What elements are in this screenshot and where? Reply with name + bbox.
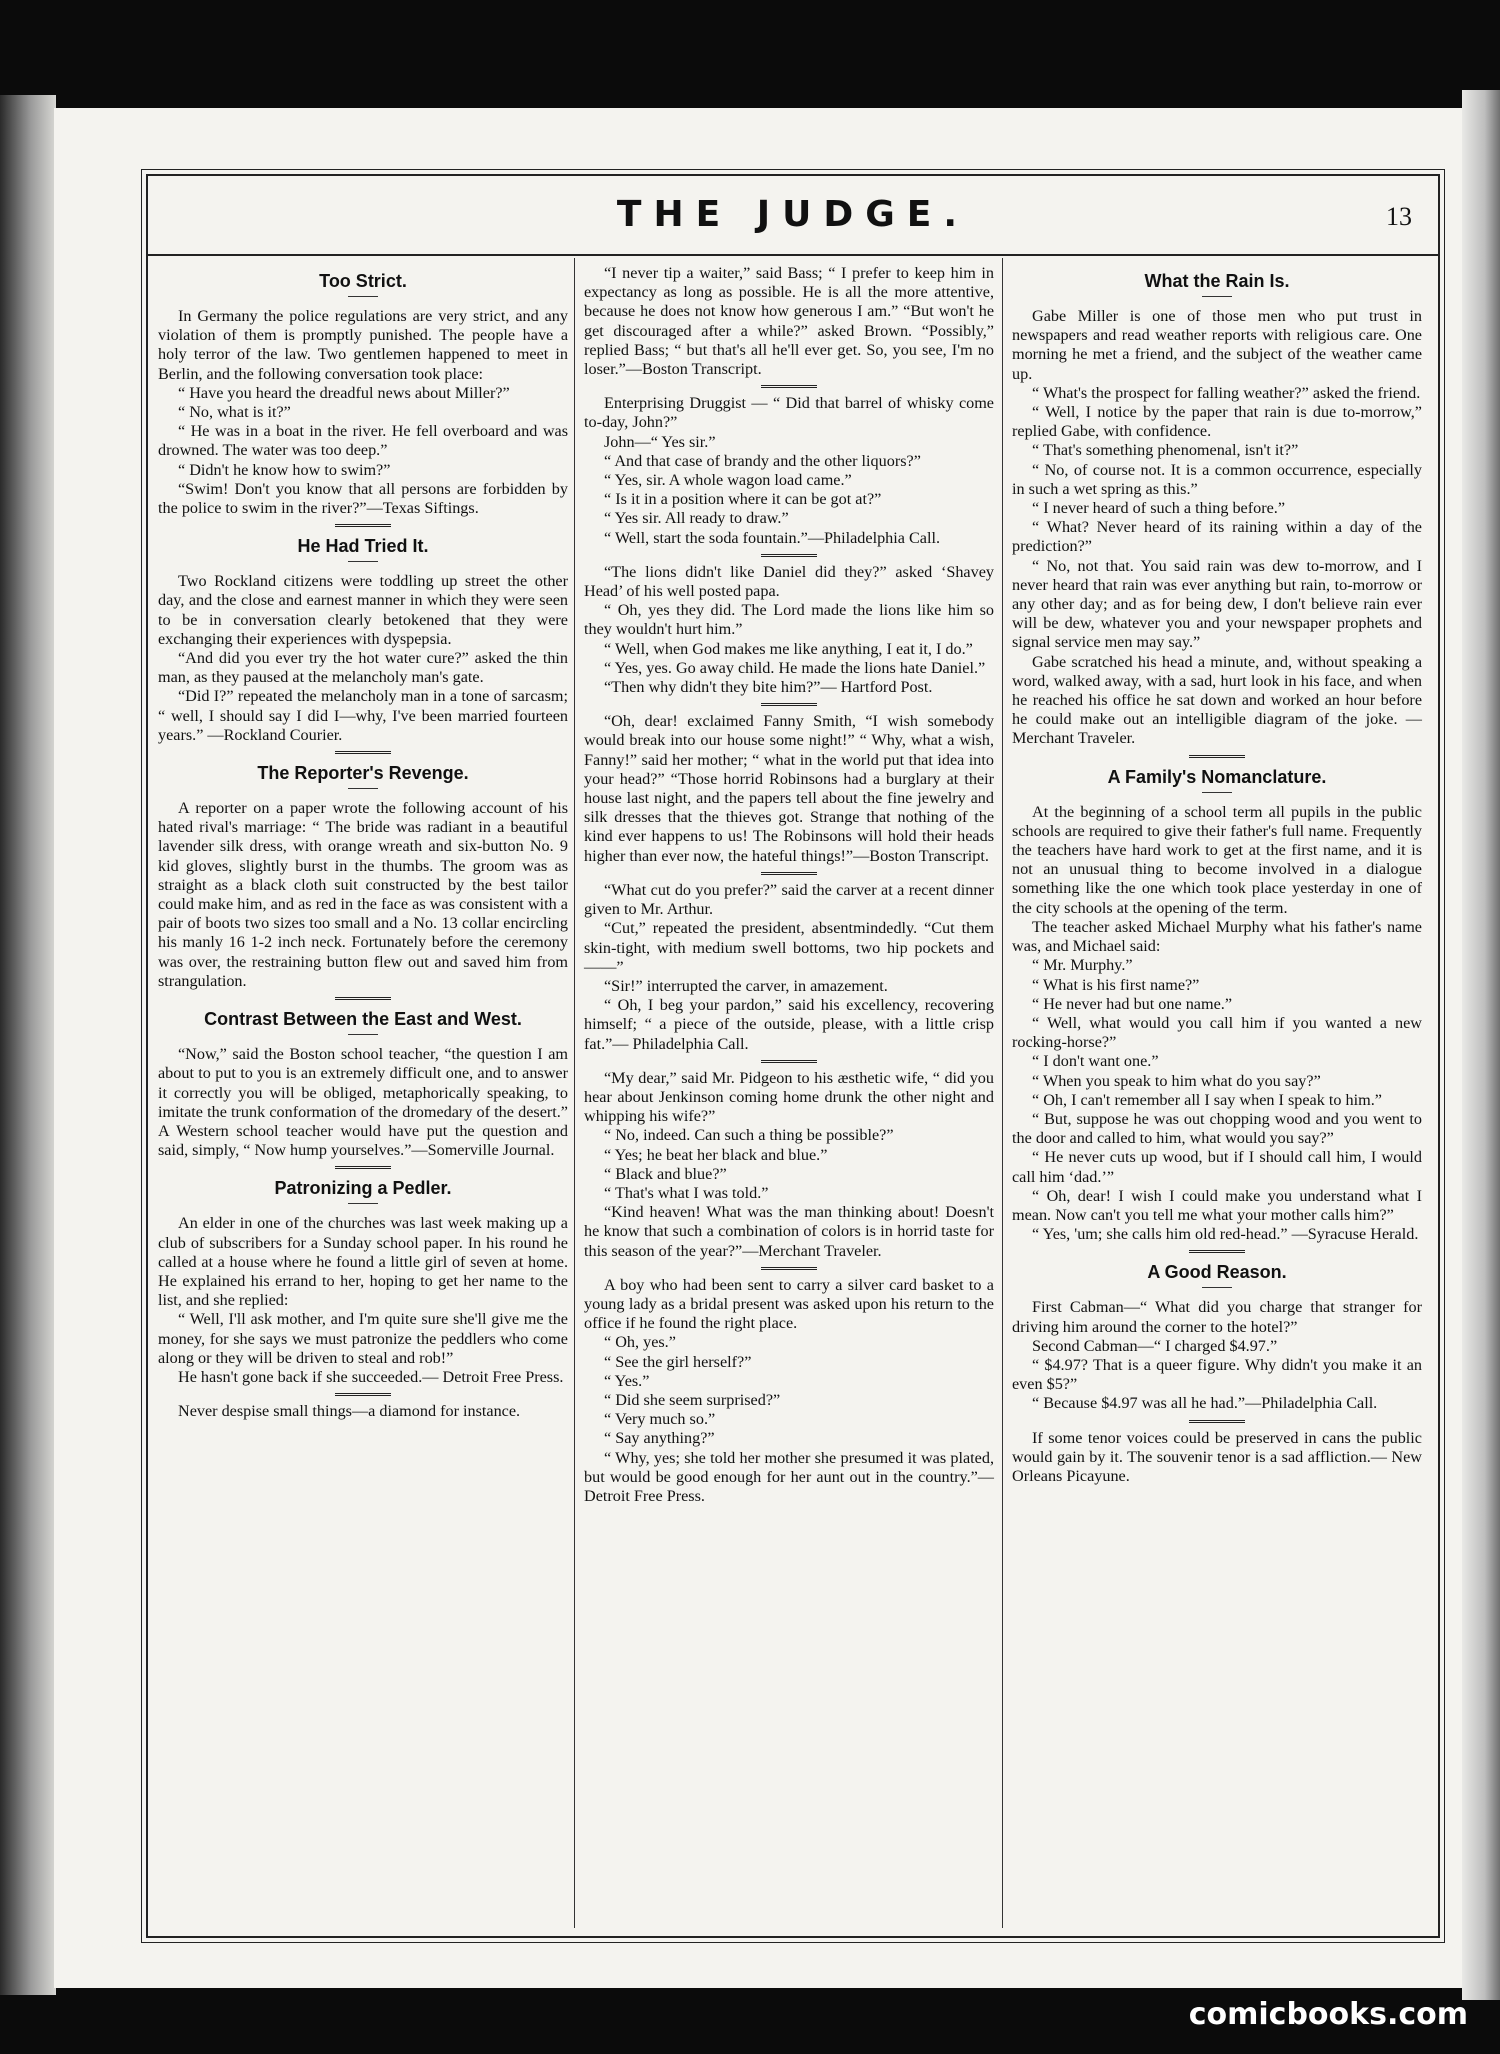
paragraph: “ Is it in a position where it can be got at?” xyxy=(604,490,882,509)
paragraph: “ Yes.” xyxy=(604,1371,650,1390)
paragraph: “Then why didn't they bite him?”— Hartford Post. xyxy=(604,678,933,697)
paragraph: “ See the girl herself?” xyxy=(604,1352,752,1371)
section-rule xyxy=(761,554,817,559)
paragraph: “ Didn't he know how to swim?” xyxy=(178,460,391,479)
article-title: What the Rain Is. xyxy=(1144,271,1290,291)
paragraph: “ $4.97? That is a queer figure. Why didn't you make it an even $5?” xyxy=(1012,1355,1422,1394)
section-rule xyxy=(335,751,391,756)
paragraph: “ When you speak to him what do you say?” xyxy=(1032,1071,1321,1090)
paragraph: “Cut,” repeated the president, absentmindedly. “Cut them skin-tight, with medium swell bottoms, two hip pockets and——” xyxy=(584,919,994,976)
paragraph: “ That's something phenomenal, isn't it?” xyxy=(1032,441,1299,460)
paragraph: “Kind heaven! What was the man thinking about! Doesn't he know that such a combination of colors is in horrid taste for this season of the year?”—Merchant Traveler. xyxy=(584,1203,994,1260)
paragraph: “I never tip a waiter,” said Bass; “ I prefer to keep him in expectancy as long as possible. He is all the more attentive, because he does not know how generous I am.” “But won't he get discouraged after a while?” asked Brown. “Possibly,” replied Bass; “ but that's all he'll ever get. So, you see, I'm no loser.”—Boston Transcript. xyxy=(584,264,994,379)
paragraph: John—“ Yes sir.” xyxy=(604,432,716,451)
paragraph: “ Oh, I beg your pardon,” said his excellency, recovering himself; “ a piece of the outside, please, with a little crisp fat.”— Philadelphia Call. xyxy=(584,996,994,1053)
paragraph: Two Rockland citizens were toddling up street the other day, and the close and earnest manner in which they were seen to be in conversation clearly betokened that they were exchanging their experiences with dyspepsia. xyxy=(158,572,568,648)
paragraph: “Oh, dear! exclaimed Fanny Smith, “I wish somebody would break into our house some night!” “ Why, what a wish, Fanny!” said her mother; “ what in the world put that idea into your head?” “Those horrid Robinsons had a burglary at their house last night, and the papers tell about the fine jewelry and silk dresses that the thieves got. Strange that nothing of the kind ever happens to us! The Robinsons will hold their heads higher than ever now, the hateful things!”—Boston Transcript. xyxy=(584,712,994,865)
paragraph: “ Because $4.97 was all he had.”—Philadelphia Call. xyxy=(1032,1394,1378,1413)
paragraph: “ What's the prospect for falling weather?” asked the friend. xyxy=(1032,383,1421,402)
paragraph: If some tenor voices could be preserved in cans the public would gain by it. The souvenir tenor is a sad affliction.— New Orleans Picayune. xyxy=(1012,1428,1422,1485)
paragraph: “ Black and blue?” xyxy=(604,1164,727,1183)
masthead-rule xyxy=(148,254,1438,256)
paragraph: “ Well, I'll ask mother, and I'm quite sure she'll give me the money, for she says we must patronize the peddlers who come along or they will be driven to steal and rob!” xyxy=(158,1310,568,1367)
article-title: A Family's Nomanclature. xyxy=(1107,766,1327,787)
paragraph: In Germany the police regulations are very strict, and any violation of them is promptly punished. The people have a holy terror of the law. Two gentlemen happened to meet in Berlin, and the following conversation took place: xyxy=(158,307,568,383)
paragraph: “What cut do you prefer?” said the carver at a recent dinner given to Mr. Arthur. xyxy=(584,880,994,919)
title-rule xyxy=(1202,1287,1232,1288)
paragraph: “ Well, what would you call him if you wanted a new rocking-horse?” xyxy=(1012,1013,1422,1052)
title-rule xyxy=(348,561,378,562)
paragraph: “ Say anything?” xyxy=(604,1429,715,1448)
article-title: He Had Tried It. xyxy=(297,536,429,557)
paragraph: “ What? Never heard of its raining within a day of the prediction?” xyxy=(1012,518,1422,556)
paragraph: “ Did she seem surprised?” xyxy=(604,1390,781,1409)
paragraph: “ Yes, yes. Go away child. He made the lions hate Daniel.” xyxy=(604,658,986,677)
paragraph: “ Yes; he beat her black and blue.” xyxy=(604,1145,828,1164)
paragraph: Gabe scratched his head a minute, and, without speaking a word, walked away, with a sad, hurt look in his face, and when he reached his office he sat down and worked an hour before he could make out an intelligible diagram of the joke. — Merchant Traveler. xyxy=(1012,652,1422,748)
paragraph: “Did I?” repeated the melancholy man in a tone of sarcasm; “ well, I should say I did I—why, I've been married fourteen years.” —Rockland Courier. xyxy=(158,687,568,744)
section-rule xyxy=(1189,1420,1245,1425)
paragraph: “ I don't want one.” xyxy=(1032,1052,1159,1071)
title-rule xyxy=(1202,296,1232,297)
paragraph: “ Yes sir. All ready to draw.” xyxy=(604,509,789,528)
paragraph: “ I never heard of such a thing before.” xyxy=(1032,499,1286,518)
section-rule xyxy=(335,997,391,1002)
article-title: The Reporter's Revenge. xyxy=(257,763,469,784)
section-rule xyxy=(761,1267,817,1272)
paragraph: An elder in one of the churches was last week making up a club of subscribers for a Sunday school paper. In his round he called at a house where he found a little girl of seven at home. He explained his errand to her, hoping to get her name to the list, and she replied: xyxy=(158,1214,568,1310)
paragraph: “ But, suppose he was out chopping wood and you went to the door and called to him, what would you say?” xyxy=(1012,1109,1422,1148)
title-rule xyxy=(348,1203,378,1204)
column-3 xyxy=(1012,264,1422,1486)
paragraph: “Swim! Don't you know that all persons are forbidden by the police to swim in the river?”—Texas Siftings. xyxy=(158,479,568,518)
masthead: THE JUDGE. xyxy=(616,194,970,235)
paragraph: “ Very much so.” xyxy=(604,1410,716,1429)
column-divider xyxy=(1002,258,1003,1928)
paragraph: “ What is his first name?” xyxy=(1032,975,1200,994)
paragraph: “And did you ever try the hot water cure?” asked the thin man, as they paused at the melancholy man's gate. xyxy=(158,649,568,687)
watermark-logo: comicbooks.com xyxy=(1188,1997,1468,2032)
column-1 xyxy=(158,264,568,1421)
paragraph: A reporter on a paper wrote the following account of his hated rival's marriage: “ The bride was radiant in a beautiful lavender silk dress, with orange wreath and six-button No. 9 kid gloves, slightly burst in the thumbs. The groom was as straight as a black cloth suit constructed by the best tailor could make him, and as red in the face as was consistent with a pair of boots two sizes too small and a No. 13 collar encircling his manly 16 1-2 inch neck. Fortunately before the ceremony was over, the restraining button flew out and saved him from strangulation. xyxy=(158,799,568,990)
paragraph: “ Well, start the soda fountain.”—Philadelphia Call. xyxy=(604,528,941,547)
title-rule xyxy=(1202,792,1232,793)
paragraph: “ Yes, 'um; she calls him old red-head.” —Syracuse Herald. xyxy=(1032,1225,1419,1244)
paragraph: “The lions didn't like Daniel did they?” asked ‘Shavey Head’ of his well posted papa. xyxy=(584,562,994,601)
article-title: A Good Reason. xyxy=(1147,1262,1287,1283)
paragraph: At the beginning of a school term all pupils in the public schools are required to give their father's full name. Frequently the teachers have hard work to get at the first name, and it is not an unusual thing to become involved in a dialogue something like the one which took place yesterday in one of the city schools at the opening of the term. xyxy=(1012,802,1422,917)
page-border xyxy=(146,174,1440,1938)
paragraph: “ He was in a boat in the river. He fell overboard and was drowned. The water was too deep.” xyxy=(158,422,568,460)
paragraph: First Cabman—“ What did you charge that stranger for driving him around the corner to the hotel?” xyxy=(1012,1298,1422,1336)
article-title: Too Strict. xyxy=(319,271,407,291)
section-rule xyxy=(1189,1250,1245,1255)
title-rule xyxy=(348,296,378,297)
paragraph: “ No, what is it?” xyxy=(178,403,291,422)
paragraph: “ That's what I was told.” xyxy=(604,1183,769,1202)
section-rule xyxy=(761,872,817,877)
paragraph: “ Yes, sir. A whole wagon load came.” xyxy=(604,471,852,490)
paragraph: “ Oh, yes.” xyxy=(604,1333,676,1352)
paragraph: He hasn't gone back if she succeeded.— Detroit Free Press. xyxy=(178,1367,564,1386)
paragraph: “ Oh, dear! I wish I could make you understand what I mean. Now can't you tell me what your mother calls him?” xyxy=(1012,1186,1422,1224)
paragraph: “ Oh, I can't remember all I say when I speak to him.” xyxy=(1032,1090,1382,1109)
section-rule xyxy=(335,1393,391,1398)
page-edge-shadow xyxy=(1462,90,1500,2000)
paragraph: “ He never had but one name.” xyxy=(1032,994,1233,1013)
column-divider xyxy=(574,258,575,1928)
paragraph: “ And that case of brandy and the other liquors?” xyxy=(604,451,921,470)
paragraph: Gabe Miller is one of those men who put trust in newspapers and read weather reports with religious care. One morning he met a friend, and the subject of the weather came up. xyxy=(1012,307,1422,383)
page-number: 13 xyxy=(1386,202,1412,231)
paragraph: “ Oh, yes they did. The Lord made the lions like him so they wouldn't hurt him.” xyxy=(584,601,994,639)
paragraph: “ No, of course not. It is a common occurrence, especially in such a wet spring as this.” xyxy=(1012,460,1422,498)
title-rule xyxy=(348,1034,378,1035)
article-title: Patronizing a Pedler. xyxy=(274,1178,452,1199)
paragraph: “ Mr. Murphy.” xyxy=(1032,956,1133,975)
paragraph: “ Well, I notice by the paper that rain is due to-morrow,” replied Gabe, with confidence. xyxy=(1012,403,1422,441)
section-rule xyxy=(335,1166,391,1171)
column-2 xyxy=(584,264,994,1506)
paragraph: “ Why, yes; she told her mother she presumed it was plated, but would be good enough for her aunt out in the country.”— Detroit Free Press. xyxy=(584,1448,994,1505)
paragraph: “ Have you heard the dreadful news about Miller?” xyxy=(178,383,510,402)
paragraph: “ Well, when God makes me like anything, I eat it, I do.” xyxy=(604,639,973,658)
paragraph: “My dear,” said Mr. Pidgeon to his æsthetic wife, “ did you hear about Jenkinson coming home drunk the other night and whipping his wife?” xyxy=(584,1068,994,1126)
paragraph: “Now,” said the Boston school teacher, “the question I am about to put to you is an extremely difficult one, and to answer it correctly you will be obliged, metaphorically speaking, to imitate the trunk conformation of the dromedary of the desert.” A Western school teacher would have put the question and said, simply, “ Now hump yourselves.”—Somerville Journal. xyxy=(158,1045,568,1160)
section-rule xyxy=(335,524,391,529)
paragraph: “ No, indeed. Can such a thing be possible?” xyxy=(604,1126,894,1145)
section-rule xyxy=(761,1060,817,1065)
book-spine-shadow xyxy=(0,95,56,1995)
paragraph: Never despise small things—a diamond for instance. xyxy=(178,1402,521,1421)
section-rule xyxy=(761,703,817,708)
paragraph: Enterprising Druggist — “ Did that barrel of whisky come to-day, John?” xyxy=(584,394,994,432)
paragraph: “ No, not that. You said rain was dew to-morrow, and I never heard that rain was ever anything but rain, to-morrow or any other day; and as for being dew, I don't believe rain ever will be dew, whatever you and your newspaper prophets and signal service men may say.” xyxy=(1012,556,1422,652)
section-rule xyxy=(761,385,817,390)
section-rule xyxy=(1189,755,1245,760)
paragraph: “Sir!” interrupted the carver, in amazement. xyxy=(604,976,888,995)
paragraph: The teacher asked Michael Murphy what his father's name was, and Michael said: xyxy=(1012,917,1422,956)
newspaper-page xyxy=(54,108,1462,1988)
paragraph: “ He never cuts up wood, but if I should call him, I would call him ‘dad.’” xyxy=(1012,1148,1422,1186)
article-title: Contrast Between the East and West. xyxy=(204,1009,522,1030)
paragraph: Second Cabman—“ I charged $4.97.” xyxy=(1032,1336,1278,1355)
paragraph: A boy who had been sent to carry a silver card basket to a young lady as a bridal present was asked upon his return to the office if he found the right place. xyxy=(584,1275,994,1333)
title-rule xyxy=(348,788,378,789)
